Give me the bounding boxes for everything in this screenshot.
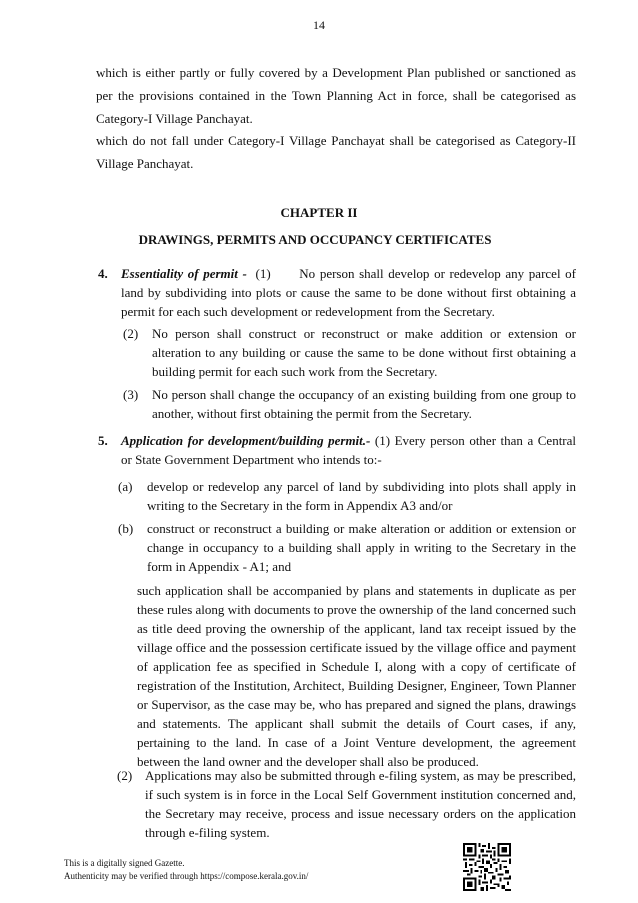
section-5-body-paragraph: such application shall be accompanied by plans and statements in duplicate as per these rules along with documents to prove the ownership of the land concerned such as title deed proving the ownership of the applicant, land tax receipt issued by the village office and the possession certificate issued by the village office and payment of application fee as specified in Schedule I, along with a copy of certificate of registration of the Institution, Architect, Building Designer, Engineer, Town Planner or Supervisor, as the case may be, who has prepared and signed the plans, drawings and statements. The applicant shall submit the details of Court cases, if any, pertaining to the land. In case of a Joint Venture development, the agreement between the land owner and the developer shall also be produced. [137,583,576,769]
section-4-sub-2-text: No person shall construct or reconstruct or make addition or extension or alteration to any building or cause the same to be done without first obtaining a building permit for each such work from the Secretary. [152,326,576,379]
section-5-heading: Application for development/building permit.- [121,433,371,448]
chapter-title: CHAPTER II [280,205,358,220]
section-5-number: 5. [98,433,108,448]
footer-line-1: This is a digitally signed Gazette. [64,858,185,868]
section-4-number: 4. [98,266,108,281]
section-4-sub-1-text: No person shall develop or redevelop any parcel of land by subdividing into plots or cause the same to be done without first obtaining a permit for each such development or redevelopment from the Secretary. [121,266,577,319]
section-4-sub-2-label: (2) [123,326,139,341]
section-5-item-a-text: develop or redevelop any parcel of land by subdividing into plots shall apply in writing to the Secretary in the form in Appendix A3 and/or [147,479,576,513]
section-5-item-b-text: construct or reconstruct a building or make alteration or addition or extension or change in occupancy to a building shall apply in writing to the Secretary in the form in Appendix - A1; and [147,521,576,574]
section-4-sub-3-text: No person shall change the occupancy of an existing building from one group to another, without first obtaining the permit from the Secretary. [152,387,576,421]
section-5-sub-2-text: Applications may also be submitted through e-filing system, as may be prescribed, if such system is in force in the Local Self Government institution concerned and, the Secretary may receive, process and issue necessary orders on the application through e-filing system. [145,768,576,840]
footer-line-2: Authenticity may be verified through https://compose.kerala.gov.in/ [64,871,309,881]
footer [64,857,308,883]
section-4-heading: Essentiality of permit - [121,266,247,281]
continuation-paragraph-2: which do not fall under Category-I Village Panchayat shall be categorised as Category-II Village Panchayat. [96,133,576,171]
page-number: 14 [313,18,325,32]
continuation-paragraph-1: which is either partly or fully covered by a Development Plan published or sanctioned as per the provisions contained in the Town Planning Act in force, shall be categorised as Category-I Village Panchayat. [96,65,576,126]
section-4-sub-1-label: (1) [255,266,271,281]
section-5-paragraph [121,431,576,469]
section-5-item-a-label: (a) [118,479,133,494]
section-4-paragraph [121,264,576,321]
section-4-sub-3-label: (3) [123,387,139,402]
qr-code-icon [463,843,511,891]
section-5-item-b-label: (b) [118,521,134,536]
section-5-sub-2-label: (2) [117,768,133,783]
section-5-intro: (1) Every person other than a Central or State Government Department who intends to:- [121,433,577,467]
chapter-subtitle: DRAWINGS, PERMITS AND OCCUPANCY CERTIFICATES [138,232,492,247]
